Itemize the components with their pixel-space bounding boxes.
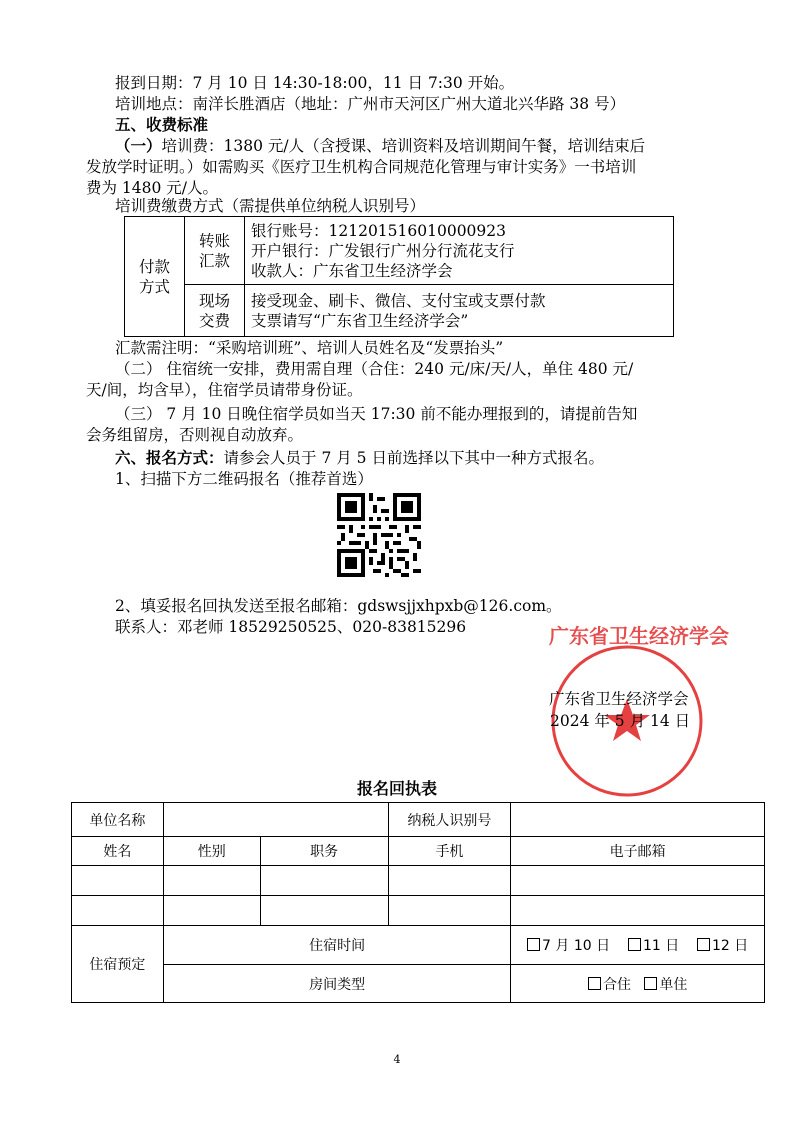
col-name: 姓名: [72, 837, 164, 866]
table-cell[interactable]: [388, 866, 511, 896]
table-cell[interactable]: [163, 866, 260, 896]
bank-account: 银行账号：121201516010000923: [251, 221, 507, 240]
date-option-10[interactable]: [527, 938, 610, 954]
section-6-heading: 六、报名方式：: [115, 448, 224, 467]
payment-method-label: [125, 217, 185, 337]
form-title: 报名回执表: [356, 779, 437, 798]
onsite-label-2: 交费: [198, 311, 230, 330]
checkin-line-1: （三） 7 月 10 日晚住宿学员如当天 17:30 前不能办理报到的，请提前告知: [115, 405, 638, 423]
fee-line-2: 发放学时证明。）如需购买《医疗卫生机构合同规范化管理与审计实务》一书培训: [86, 158, 637, 176]
table-cell[interactable]: [511, 866, 765, 896]
section-5-heading: 五、收费标准: [115, 115, 209, 134]
fee-line-3: 费为 1480 元/人。: [86, 179, 219, 197]
checkbox-icon[interactable]: [527, 938, 540, 951]
transfer-label-1: 转账: [198, 231, 230, 250]
remittance-note: 汇款需注明：“采购培训班”、培训人员姓名及“发票抬头”: [115, 339, 504, 357]
col-gender: 性别: [163, 837, 260, 866]
stay-time-label: 住宿时间: [163, 926, 510, 965]
date-options: [511, 926, 765, 965]
room-option-shared[interactable]: [588, 977, 631, 993]
date-option-label: 12 日: [712, 938, 749, 954]
room-options: [511, 965, 765, 1003]
item-1-marker: （一）: [115, 136, 162, 155]
page-number: 4: [393, 1053, 401, 1066]
table-cell[interactable]: [72, 896, 164, 926]
unit-name-field[interactable]: [163, 803, 388, 837]
checkbox-icon[interactable]: [644, 977, 657, 990]
signature-date: 2024 年 5 月 14 日: [550, 712, 691, 730]
bank-name: 开户银行：广发银行广州分行流花支行: [251, 241, 515, 260]
table-cell[interactable]: [388, 896, 511, 926]
payment-label-2: 方式: [138, 277, 170, 296]
onsite-details: [245, 285, 674, 337]
transfer-details: [245, 217, 674, 285]
payee: 收款人：广东省卫生经济学会: [251, 261, 453, 280]
registration-form: [71, 802, 765, 1003]
date-option-12[interactable]: [697, 938, 748, 954]
contact-line: 联系人：邓老师 18529250525、020-83815296: [115, 618, 467, 636]
lodging-line-2: 天/间，均含早），住宿学员请带身份证。: [86, 381, 363, 399]
fee-line-1: [115, 136, 645, 156]
unit-name-label: 单位名称: [72, 803, 164, 837]
date-option-11[interactable]: [628, 938, 679, 954]
report-date-line: 报到日期：7 月 10 日 14:30-18:00，11 日 7:30 开始。: [115, 74, 515, 92]
tax-id-label: 纳税人识别号: [388, 803, 511, 837]
col-position: 职务: [260, 837, 388, 866]
room-type-label: 房间类型: [163, 965, 510, 1003]
table-cell[interactable]: [260, 866, 388, 896]
tax-id-field[interactable]: [511, 803, 765, 837]
checkbox-icon[interactable]: [588, 977, 601, 990]
table-cell[interactable]: [163, 896, 260, 926]
table-cell[interactable]: [260, 896, 388, 926]
registration-qr-code[interactable]: [337, 493, 421, 577]
qr-instruction: 1、扫描下方二维码报名（推荐首选）: [115, 470, 373, 488]
table-cell[interactable]: [72, 866, 164, 896]
email-instruction: 2、填妥报名回执发送至报名邮箱：gdswsjjxhpxb@126.com。: [115, 597, 562, 615]
cheque-instruction: 支票请写“广东省卫生经济学会”: [251, 311, 469, 330]
seal-text: 广东省卫生经济学会: [549, 624, 729, 648]
section-6-line: [115, 448, 604, 468]
signature-org: 广东省卫生经济学会: [549, 690, 689, 708]
payment-label-1: 付款: [138, 257, 170, 276]
transfer-label-2: 汇款: [198, 251, 230, 270]
room-option-label: 单住: [659, 976, 688, 993]
onsite-label: [185, 285, 245, 337]
col-phone: 手机: [388, 837, 511, 866]
onsite-payment-options: 接受现金、刷卡、微信、支付宝或支票付款: [251, 291, 546, 310]
lodging-line-1: （二） 住宿统一安排，费用需自理（合住：240 元/床/天/人，单住 480 元/: [115, 360, 634, 378]
payment-method-caption: 培训费缴费方式（需提供单位纳税人识别号）: [115, 197, 426, 215]
room-option-label: 合住: [602, 976, 631, 993]
date-option-label: 7 月 10 日: [542, 938, 611, 954]
transfer-label: [185, 217, 245, 285]
table-cell[interactable]: [511, 896, 765, 926]
checkbox-icon[interactable]: [697, 938, 710, 951]
venue-line: 培训地点：南洋长胜酒店（地址：广州市天河区广州大道北兴华路 38 号）: [115, 95, 626, 113]
room-option-single[interactable]: [644, 977, 687, 993]
payment-table: [124, 216, 674, 337]
col-email: 电子邮箱: [511, 837, 765, 866]
checkbox-icon[interactable]: [628, 938, 641, 951]
onsite-label-1: 现场: [198, 291, 230, 310]
section-6-text: 请参会人员于 7 月 5 日前选择以下其中一种方式报名。: [223, 449, 604, 467]
date-option-label: 11 日: [642, 938, 680, 954]
fee-text-1: 培训费：1380 元/人（含授课、培训资料及培训期间午餐，培训结束后: [161, 137, 646, 155]
lodging-label: 住宿预定: [72, 926, 164, 1003]
checkin-line-2: 会务组留房，否则视自动放弃。: [86, 426, 304, 444]
